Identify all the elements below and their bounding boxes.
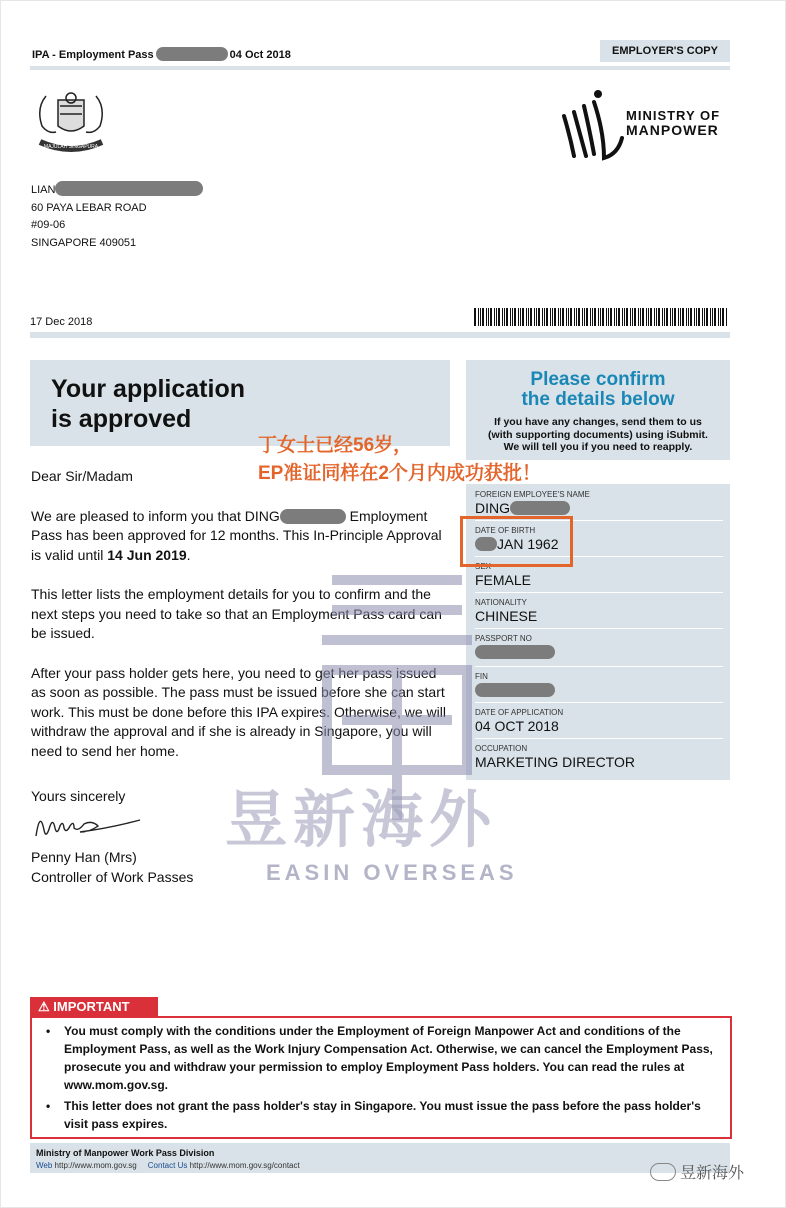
- field-fin: FIN: [475, 672, 723, 699]
- header-divider: [30, 66, 730, 70]
- redaction-mark: [55, 181, 203, 196]
- important-notice: [30, 1016, 732, 1139]
- field-date-of-application: DATE OF APPLICATION 04 OCT 2018: [475, 708, 564, 734]
- field-passport-no: PASSPORT NO: [475, 634, 723, 661]
- approval-heading: Your application is approved: [51, 375, 245, 433]
- wechat-icon: [650, 1163, 676, 1181]
- contact-link[interactable]: http://www.mom.gov.sg/contact: [189, 1161, 300, 1170]
- field-occupation: OCCUPATION MARKETING DIRECTOR: [475, 744, 635, 770]
- redaction-mark: [510, 501, 570, 515]
- svg-text:MAJULAH SINGAPURA: MAJULAH SINGAPURA: [43, 144, 99, 150]
- document-header: [30, 40, 730, 70]
- document-footer: Ministry of Manpower Work Pass Division Web http://www.mom.gov.sg Contact Us http://www.mom.gov.sg/contact: [30, 1143, 730, 1173]
- watermark-chinese: 昱新海外: [225, 786, 498, 855]
- barcode: [474, 308, 730, 326]
- ipa-title: IPA - Employment Pass 04 Oct 2018: [32, 49, 291, 61]
- web-link[interactable]: http://www.mom.gov.sg: [54, 1161, 137, 1170]
- paragraph-approval: We are pleased to inform you that DING Employment Pass has been approved for 12 months. This In-Principle Approval is valid until 14 Jun 2019.: [31, 507, 442, 563]
- employers-copy-tab: EMPLOYER'S COPY: [600, 40, 730, 62]
- redaction-mark: [156, 47, 228, 61]
- field-date-of-birth: DATE OF BIRTH JAN 1962: [475, 526, 559, 552]
- paragraph-next-steps: After your pass holder gets here, you need to get her pass issued as soon as possible. The pass must be issued before she can start work. This must be done before this IPA expires. Otherwise, we will withdraw the approval and if she is already in Singapore, you will need to send her home.: [31, 664, 446, 759]
- field-sex: SEX FEMALE: [475, 562, 532, 588]
- ministry-of-manpower-logo: MINISTRY OF MANPOWER: [558, 86, 730, 168]
- field-name: FOREIGN EMPLOYEE'S NAME DING: [475, 490, 590, 516]
- wechat-watermark: 昱新海外: [650, 1160, 744, 1183]
- salutation: Dear Sir/Madam: [31, 468, 133, 484]
- letter-date: 17 Dec 2018: [30, 316, 93, 328]
- closing: Yours sincerely: [31, 788, 126, 804]
- section-divider: [30, 332, 730, 338]
- recipient-address: LIAN 60 PAYA LEBAR ROAD #09-06 SINGAPORE 409051: [31, 181, 203, 252]
- confirm-title: Please confirm the details below: [521, 369, 675, 410]
- warning-icon: ⚠: [38, 999, 50, 1014]
- important-tab: ⚠ IMPORTANT: [30, 997, 158, 1017]
- list-item: • You must comply with the conditions under the Employment of Foreign Manpower Act and conditions of the Employment Pass, as well as the Work Injury Compensation Act. Otherwise, we can cancel the Employment Pass, prosecute you and withdraw your permission to employ Employment Pass holders. You can read the rules at www.mom.gov.sg.: [44, 1022, 720, 1094]
- redaction-mark: [280, 509, 346, 524]
- paragraph-details: This letter lists the employment details for you to confirm and the next steps you need to take so that an Employment Pass card can be issued.: [31, 586, 442, 641]
- singapore-crest-logo: [30, 86, 112, 162]
- watermark-english: EASIN OVERSEAS: [266, 860, 518, 885]
- confirm-instructions: If you have any changes, send them to us (with supporting documents) using iSubmit. We will tell you if you need to reapply.: [488, 416, 708, 453]
- list-item: • This letter does not grant the pass holder's stay in Singapore. You must issue the pass before the pass holder's visit pass expires.: [44, 1097, 720, 1133]
- chinese-annotation: 丁女士已经56岁， EP准证同样在2个月内成功获批！: [258, 435, 541, 484]
- signatory: Penny Han (Mrs) Controller of Work Passes: [31, 849, 194, 885]
- mom-swirl-icon: [558, 86, 624, 168]
- signature-image: [32, 806, 152, 846]
- field-nationality: NATIONALITY CHINESE: [475, 598, 538, 624]
